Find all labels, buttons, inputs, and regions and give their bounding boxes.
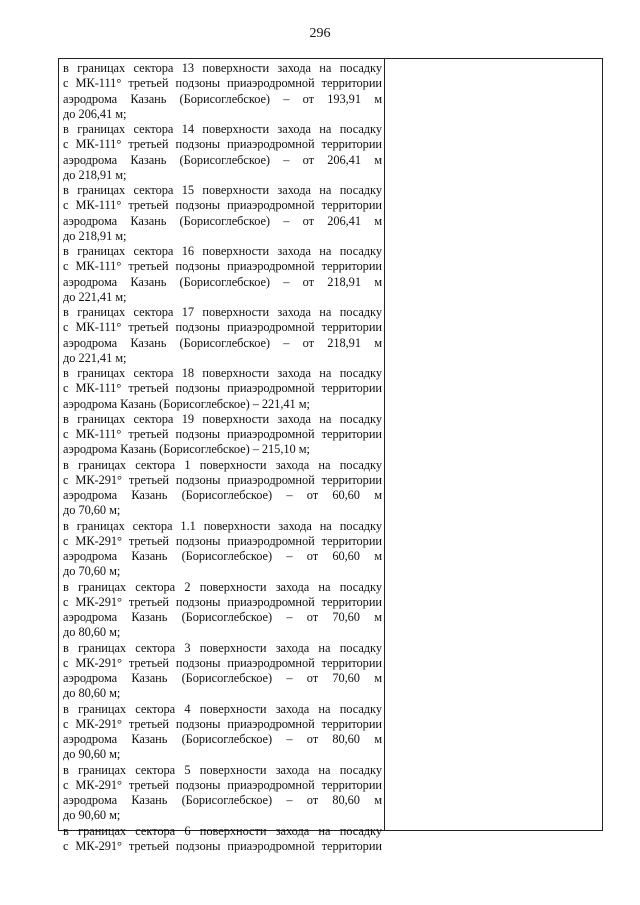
entry-line: аэродрома Казань (Борисоглебское) – от 80,60 м — [63, 732, 382, 746]
entry-line: аэродрома Казань (Борисоглебское) – от 218,91 м — [63, 335, 382, 350]
entry-line: с МК-291° третьей подзоны приаэродромной территории — [63, 838, 382, 853]
entry-line: в границах сектора 17 поверхности захода на посадку — [63, 305, 382, 319]
entry-line: аэродрома Казань (Борисоглебское) – от 206,41 м — [63, 152, 382, 167]
list-item — [63, 519, 382, 580]
list-item — [63, 763, 382, 824]
entry-line: в границах сектора 15 поверхности захода на посадку — [63, 183, 382, 197]
entry-line: в границах сектора 14 поверхности захода на посадку — [63, 122, 382, 136]
entry-line: до 221,41 м; — [63, 289, 127, 304]
entry-line: до 206,41 м; — [63, 106, 127, 121]
table-left-column — [59, 59, 385, 853]
entry-line: с МК-291° третьей подзоны приаэродромной территории — [63, 777, 382, 792]
entry-line: с МК-111° третьей подзоны приаэродромной территории — [63, 320, 382, 335]
list-item — [63, 305, 382, 366]
entry-line: с МК-111° третьей подзоны приаэродромной территории — [63, 259, 382, 274]
list-item — [63, 366, 382, 412]
entry-line: аэродрома Казань (Борисоглебское) – от 218,91 м — [63, 274, 382, 289]
entry-line: до 70,60 м; — [63, 503, 121, 518]
entry-line: аэродрома Казань (Борисоглебское) – 215,10 м; — [63, 442, 310, 457]
entry-line: с МК-291° третьей подзоны приаэродромной территории — [63, 472, 382, 487]
entry-line: аэродрома Казань (Борисоглебское) – от 70,60 м — [63, 671, 382, 685]
entry-line: в границах сектора 13 поверхности захода на посадку — [63, 61, 382, 75]
entry-line: до 70,60 м; — [63, 564, 121, 579]
entry-line: в границах сектора 19 поверхности захода на посадку — [63, 411, 382, 426]
entry-line: до 90,60 м; — [63, 808, 121, 823]
entry-line: аэродрома Казань (Борисоглебское) – от 80,60 м — [63, 793, 382, 807]
list-item — [63, 641, 382, 702]
entry-line: аэродрома Казань (Борисоглебское) – от 206,41 м — [63, 213, 382, 228]
entry-line: с МК-291° третьей подзоны приаэродромной территории — [63, 716, 382, 731]
table-right-column — [385, 59, 602, 830]
list-item — [63, 122, 382, 183]
entry-line: в границах сектора 4 поверхности захода на посадку — [63, 701, 382, 716]
list-item — [63, 183, 382, 244]
entry-line: до 80,60 м; — [63, 625, 121, 640]
list-item — [63, 61, 382, 122]
entry-line: с МК-291° третьей подзоны приаэродромной территории — [63, 594, 382, 609]
entry-line: аэродрома Казань (Борисоглебское) – 221,41 м; — [63, 396, 310, 411]
entry-line: с МК-111° третьей подзоны приаэродромной территории — [63, 427, 382, 441]
document-table — [58, 58, 603, 853]
entry-line: в границах сектора 16 поверхности захода на посадку — [63, 244, 382, 258]
entry-line: с МК-291° третьей подзоны приаэродромной территории — [63, 655, 382, 670]
entry-line: аэродрома Казань (Борисоглебское) – от 70,60 м — [63, 610, 382, 624]
entry-line: аэродрома Казань (Борисоглебское) – от 60,60 м — [63, 549, 382, 563]
entry-line: до 218,91 м; — [63, 228, 127, 243]
entry-line: с МК-111° третьей подзоны приаэродромной территории — [63, 137, 382, 152]
entry-line: в границах сектора 18 поверхности захода на посадку — [63, 366, 382, 380]
list-item — [63, 824, 382, 855]
list-item — [63, 702, 382, 763]
entry-line: с МК-111° третьей подзоны приаэродромной территории — [63, 381, 382, 396]
list-item — [63, 244, 382, 305]
entry-line: в границах сектора 6 поверхности захода на посадку — [63, 823, 382, 838]
entry-line: до 80,60 м; — [63, 686, 121, 701]
entry-line: с МК-111° третьей подзоны приаэродромной территории — [63, 76, 382, 91]
entry-line: до 90,60 м; — [63, 747, 121, 762]
entry-line: с МК-291° третьей подзоны приаэродромной территории — [63, 533, 382, 548]
list-item — [63, 458, 382, 519]
entry-line: в границах сектора 5 поверхности захода на посадку — [63, 762, 382, 777]
page-number: 296 — [309, 26, 331, 41]
entry-line: до 221,41 м; — [63, 350, 127, 365]
entry-line: аэродрома Казань (Борисоглебское) – от 60,60 м — [63, 488, 382, 502]
entry-line: аэродрома Казань (Борисоглебское) – от 193,91 м — [63, 91, 382, 106]
entry-line: в границах сектора 2 поверхности захода на посадку — [63, 579, 382, 594]
entry-line: с МК-111° третьей подзоны приаэродромной территории — [63, 198, 382, 213]
list-item — [63, 412, 382, 458]
list-item — [63, 580, 382, 641]
entry-line: в границах сектора 1 поверхности захода на посадку — [63, 457, 382, 472]
entry-line: в границах сектора 3 поверхности захода на посадку — [63, 640, 382, 655]
entry-line: до 218,91 м; — [63, 167, 127, 182]
entry-line: в границах сектора 1.1 поверхности захода на посадку — [63, 518, 382, 533]
